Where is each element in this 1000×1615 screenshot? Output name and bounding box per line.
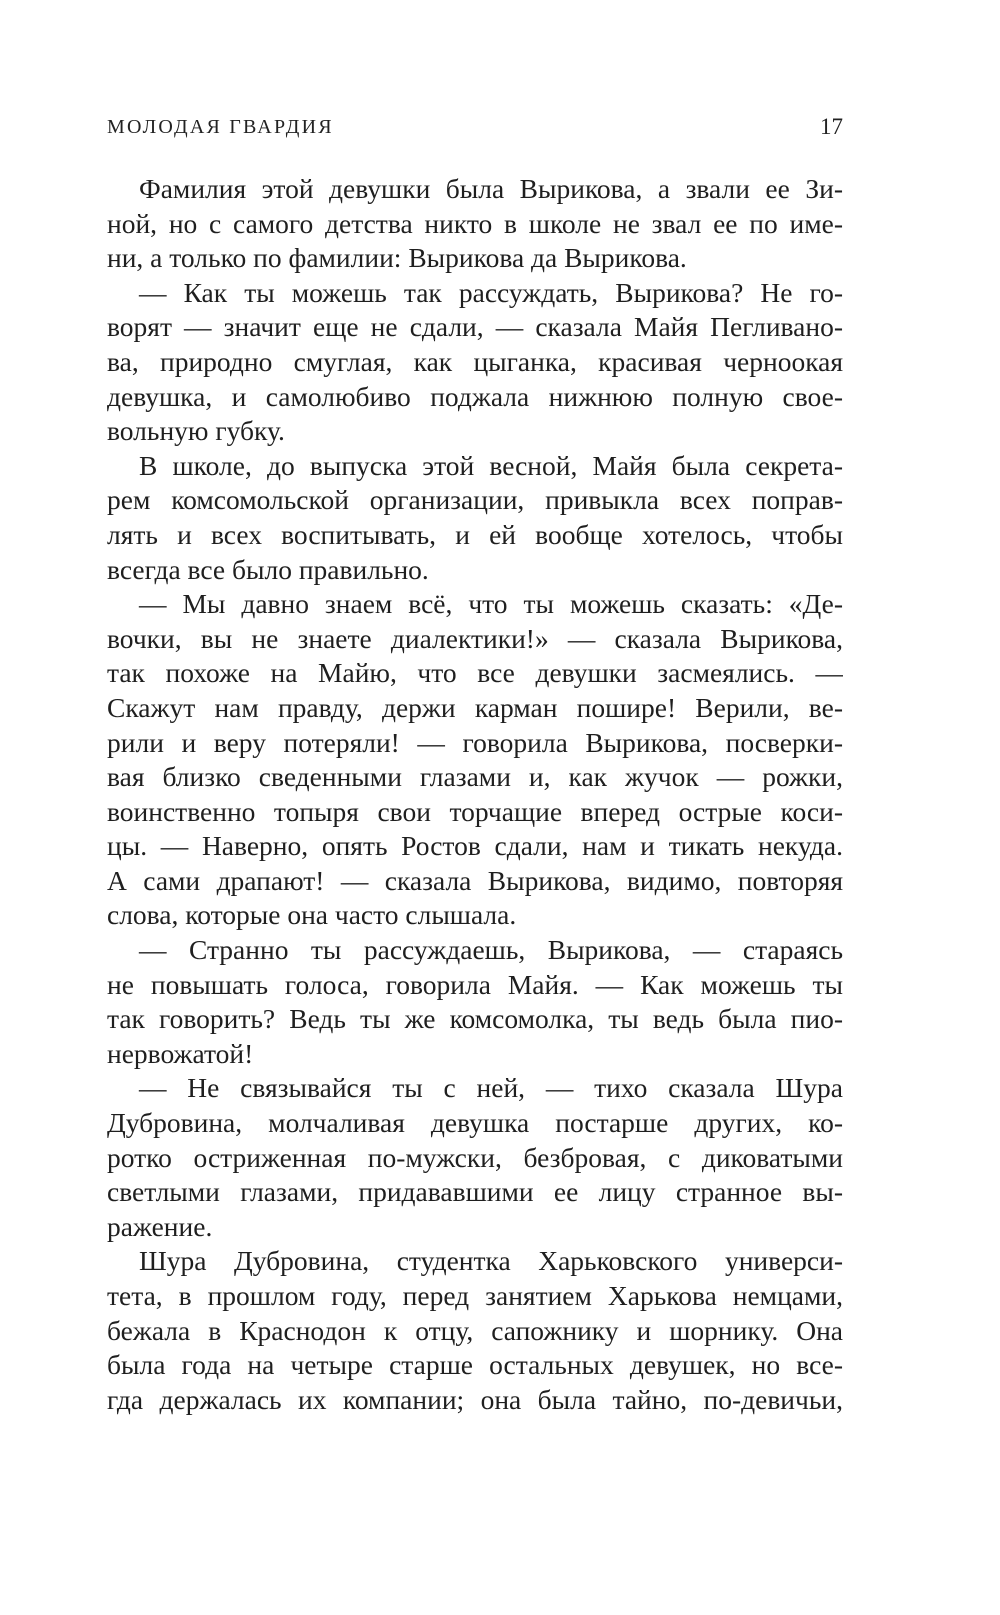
- text-line: так говорить? Ведь ты же комсомолка, ты ведь была пио-: [107, 1003, 843, 1035]
- text-line: вольную губку.: [107, 415, 285, 447]
- text-line: ва, природно смуглая, как цыганка, красивая черноокая: [107, 345, 843, 377]
- text-line: — Странно ты рассуждаешь, Вырикова, — стараясь: [139, 934, 843, 966]
- text-line: Скажут нам правду, держи карман пошире! Верили, ве-: [107, 691, 843, 723]
- text-line: вочки, вы не знаете диалектики!» — сказала Вырикова,: [107, 622, 843, 654]
- text-line: Шура Дубровина, студентка Харьковского универси-: [139, 1245, 843, 1277]
- text-line: А сами драпают! — сказала Вырикова, видимо, повторяя: [107, 864, 843, 896]
- text-line: лять и всех воспитывать, и ей вообще хотелось, чтобы: [107, 518, 843, 550]
- text-line: ворят — значит еще не сдали, — сказала Майя Пегливано-: [107, 311, 843, 343]
- text-line: всегда все было правильно.: [107, 553, 429, 585]
- text-line: В школе, до выпуска этой весной, Майя была секрета-: [139, 449, 843, 481]
- text-line: цы. — Наверно, опять Ростов сдали, нам и тикать некуда.: [107, 830, 843, 862]
- text-line: ражение.: [107, 1210, 213, 1242]
- text-line: — Как ты можешь так рассуждать, Вырикова? Не го-: [139, 276, 843, 308]
- body-text: [107, 172, 843, 1417]
- text-line: Дубровина, молчаливая девушка постарше других, ко-: [107, 1107, 843, 1139]
- text-line: рем комсомольской организации, привыкла всех поправ-: [107, 484, 843, 516]
- text-line: так похоже на Майю, что все девушки засмеялись. —: [107, 657, 843, 689]
- text-line: ной, но с самого детства никто в школе не звал ее по име-: [107, 207, 843, 239]
- text-line: светлыми глазами, придававшими ее лицу странное вы-: [107, 1176, 843, 1208]
- text-line: бежала в Краснодон к отцу, сапожнику и шорнику. Она: [107, 1314, 843, 1346]
- page-number: 17: [820, 114, 843, 139]
- text-line: была года на четыре старше остальных девушек, но все-: [107, 1349, 843, 1381]
- text-line: — Не связывайся ты с ней, — тихо сказала Шура: [139, 1072, 843, 1104]
- text-line: воинственно топыря свои торчащие вперед острые коси-: [107, 795, 843, 827]
- text-line: тета, в прошлом году, перед занятием Харькова немцами,: [107, 1280, 843, 1311]
- text-line: вая близко сведенными глазами и, как жучок — рожки,: [107, 761, 843, 793]
- text-line: слова, которые она часто слышала.: [107, 899, 517, 931]
- text-line: гда держалась их компании; она была тайно, по-девичьи,: [107, 1383, 843, 1415]
- text-line: ни, а только по фамилии: Вырикова да Вырикова.: [107, 242, 687, 274]
- text-line: нервожатой!: [107, 1037, 254, 1069]
- running-title: МОЛОДАЯ ГВАРДИЯ: [107, 116, 334, 138]
- text-line: Фамилия этой девушки была Вырикова, а звали ее Зи-: [139, 173, 843, 204]
- text-line: ротко остриженная по-мужски, безбровая, с диковатыми: [107, 1141, 843, 1173]
- running-head: [107, 112, 843, 148]
- text-line: — Мы давно знаем всё, что ты можешь сказать: «Де-: [139, 588, 843, 620]
- text-line: девушка, и самолюбиво поджала нижнюю полную свое-: [107, 380, 843, 412]
- text-line: не повышать голоса, говорила Майя. — Как можешь ты: [107, 968, 843, 1000]
- text-line: рили и веру потеряли! — говорила Вырикова, посверки-: [107, 726, 843, 758]
